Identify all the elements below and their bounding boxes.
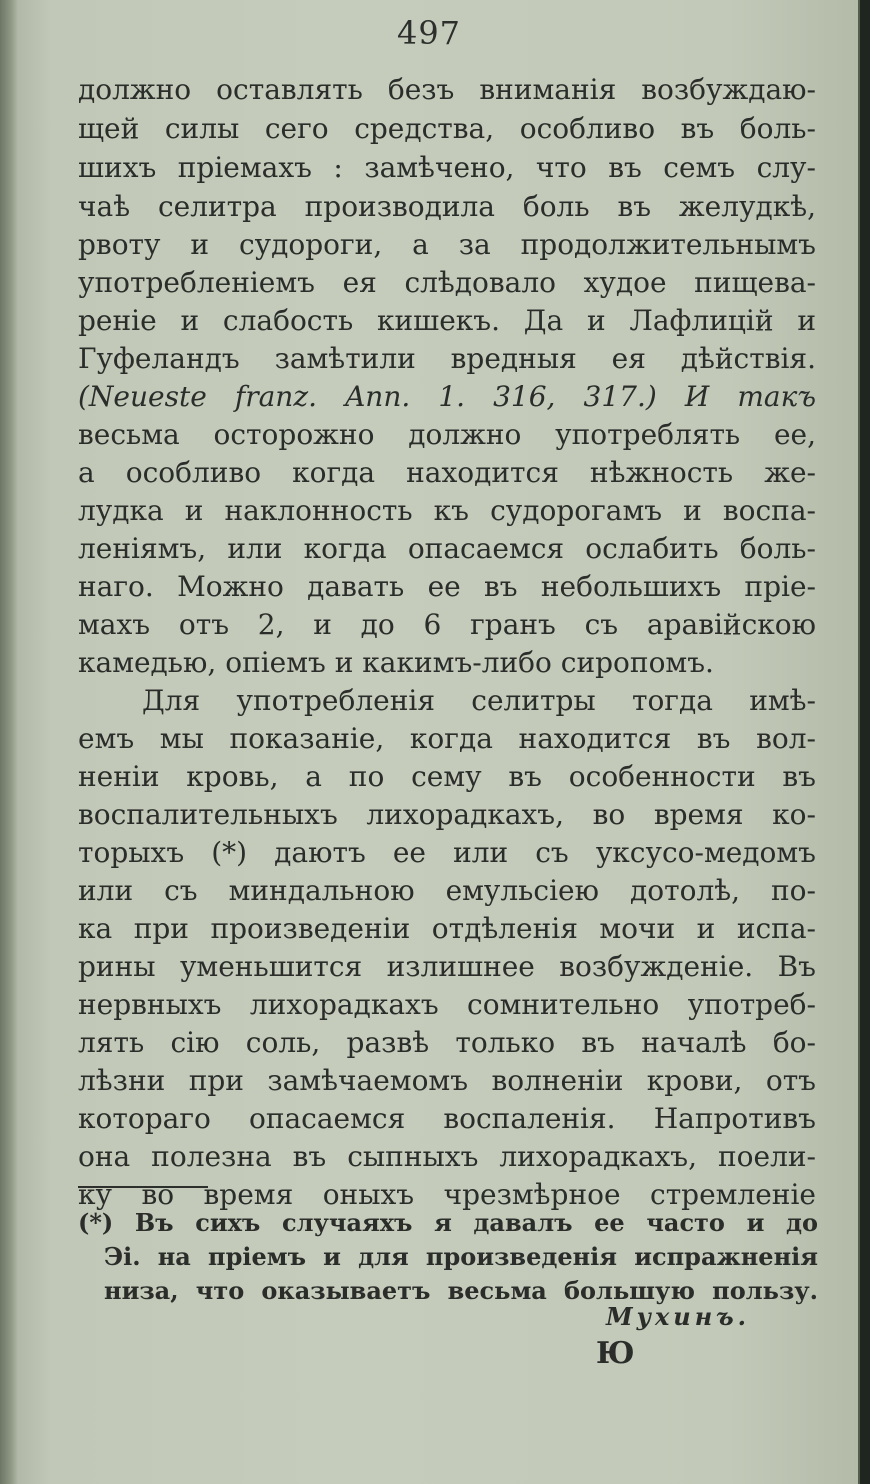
text-line: емъ мы показаніе, когда находится въ вол-	[78, 722, 816, 755]
text-line: рвоту и судороги, а за продолжительнымъ	[78, 228, 816, 261]
footnote-line: низа, что оказываетъ весьма большую пользу.	[104, 1276, 818, 1305]
signature-mark: Ю	[596, 1336, 635, 1371]
text-line: нервныхъ лихорадкахъ сомнительно употреб-	[78, 988, 816, 1021]
text-line: реніе и слабость кишекъ. Да и Лафлицій и	[78, 304, 816, 337]
text-line: она полезна въ сыпныхъ лихорадкахъ, поели-	[78, 1140, 816, 1173]
text-line: неніи кровь, а по сему въ особенности въ	[78, 760, 816, 793]
text-line: весьма осторожно должно употреблять ее,	[78, 418, 816, 451]
citation-line: (Neueste franz. Ann. 1. 316, 317.) И такъ	[78, 380, 816, 413]
text-line: шихъ пріемахъ : замѣчено, что въ семъ слу-	[78, 151, 816, 184]
text-line: употребленіемъ ея слѣдовало худое пищева-	[78, 266, 816, 299]
text-line: чаѣ селитра производила боль въ желудкѣ,	[78, 190, 816, 223]
page-gutter-shadow	[0, 0, 18, 1484]
text-line: лудка и наклонность къ судорогамъ и воспа-	[78, 494, 816, 527]
text-line: рины уменьшится излишнее возбужденіе. Въ	[78, 950, 816, 983]
text-line: или съ миндальною емульсіею дотолѣ, по-	[78, 874, 816, 907]
text-line: махъ отъ 2, и до 6 гранъ съ аравійскою	[78, 608, 816, 641]
text-line: ка при произведеніи отдѣленія мочи и испа-	[78, 912, 816, 945]
paragraph-start-line: Для употребленія селитры тогда имѣ-	[142, 684, 816, 717]
footnote-line: (*) Въ сихъ случаяхъ я давалъ ее часто и до	[78, 1208, 818, 1237]
text-line: должно оставлять безъ вниманія возбуждаю-	[78, 73, 816, 106]
text-line: воспалительныхъ лихорадкахъ, во время ко-	[78, 798, 816, 831]
text-line: леніямъ, или когда опасаемся ослабить боль-	[78, 532, 816, 565]
text-line: щей силы сего средства, особливо въ боль-	[78, 112, 816, 145]
text-line: лять сію соль, развѣ только въ началѣ бо-	[78, 1026, 816, 1059]
text-line: котораго опасаемся воспаленія. Напротивъ	[78, 1102, 816, 1135]
page-number: 497	[396, 14, 462, 52]
footnote-rule	[78, 1186, 208, 1188]
footnote-line: Эі. на пріемъ и для произведенія испражненія	[104, 1242, 818, 1271]
text-line: ку во время оныхъ чрезмѣрное стремленіе	[78, 1178, 816, 1211]
text-line: Гуфеландъ замѣтили вредныя ея дѣйствія.	[78, 342, 816, 375]
text-line: лѣзни при замѣчаемомъ волненіи крови, отъ	[78, 1064, 816, 1097]
footnote-signature: Мухинъ.	[606, 1302, 750, 1331]
text-line: торыхъ (*) даютъ ее или съ уксусо-медомъ	[78, 836, 816, 869]
text-line: а особливо когда находится нѣжность же-	[78, 456, 816, 489]
text-line: камедью, опіемъ и какимъ-либо сиропомъ.	[78, 646, 714, 679]
text-line: наго. Можно давать ее въ небольшихъ пріе-	[78, 570, 816, 603]
